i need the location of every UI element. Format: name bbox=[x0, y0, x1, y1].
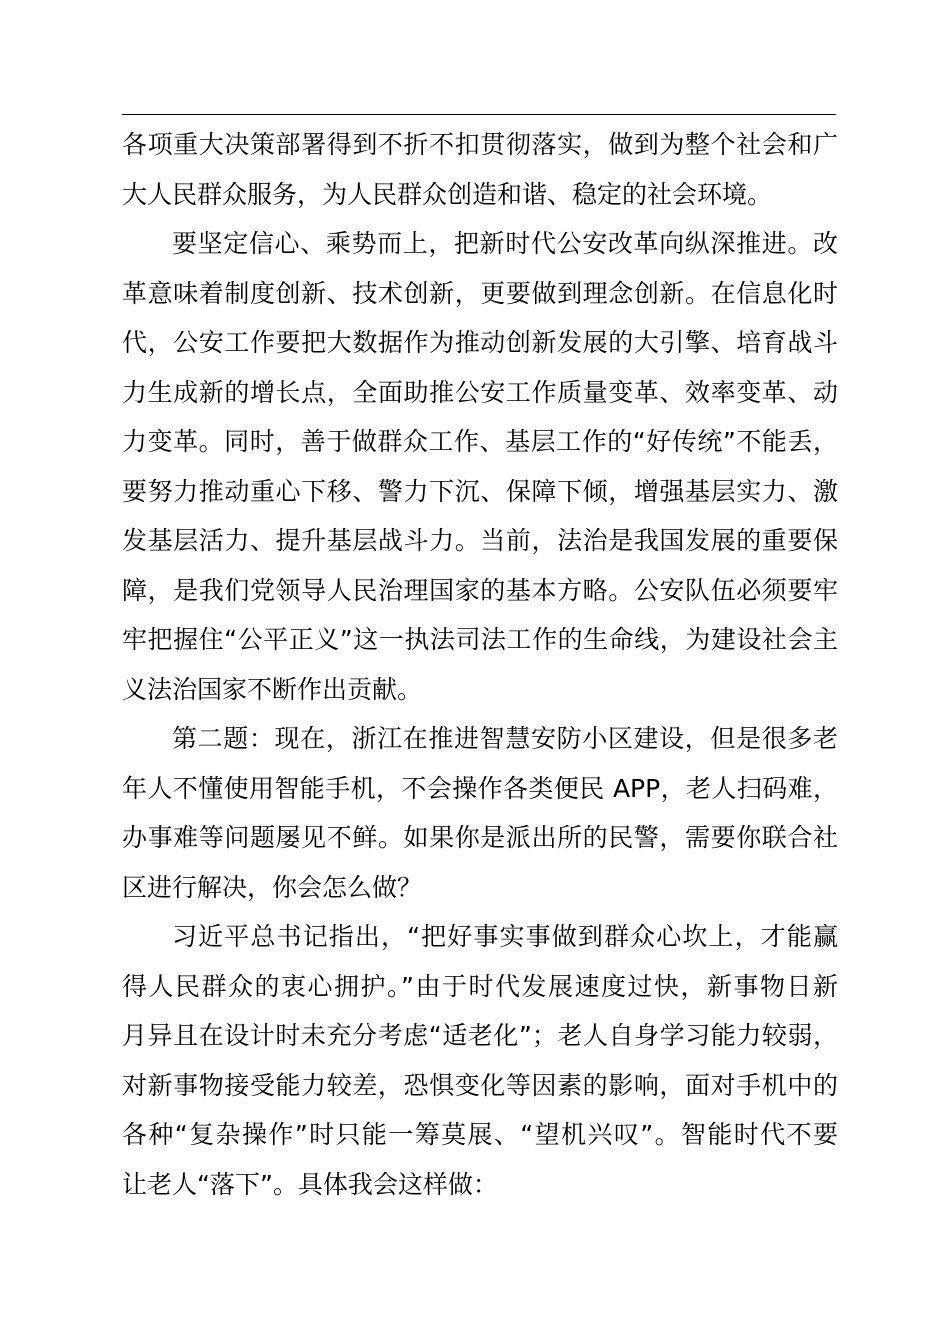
text-line: 发基层活力、提升基层战斗力。当前，法治是我国发展的重要保 bbox=[122, 526, 838, 555]
text-line: 代，公安工作要把大数据作为推动创新发展的大引擎、培育战斗 bbox=[122, 328, 838, 357]
text-line: 要努力推动重心下移、警力下沉、保障下倾，增强基层实力、激 bbox=[122, 476, 838, 506]
text-line: 各项重大决策部署得到不折不扣贯彻落实，做到为整个社会和广 bbox=[122, 130, 838, 159]
text-line: 对新事物接受能力较差，恐惧变化等因素的影响，面对手机中的 bbox=[122, 1070, 838, 1100]
text-line: 义法治国家不断作出贡献。 bbox=[122, 674, 423, 704]
document-body bbox=[122, 120, 838, 1209]
text-line: 区进行解决，你会怎么做？ bbox=[122, 872, 423, 902]
text-line: 大人民群众服务，为人民群众创造和谐、稳定的社会环境。 bbox=[122, 179, 773, 209]
text-line: 力变革。同时，善于做群众工作、基层工作的“好传统”不能丢， bbox=[122, 427, 838, 456]
text-line: 月异且在设计时未充分考虑“适老化”；老人自身学习能力较弱， bbox=[122, 1021, 838, 1050]
text-line: 办事难等问题屡见不鲜。如果你是派出所的民警，需要你联合社 bbox=[122, 823, 838, 852]
text-line: 力生成新的增长点，全面助推公安工作质量变革、效率变革、动 bbox=[122, 377, 838, 407]
paragraph-start-line: 习近平总书记指出，“把好事实事做到群众心坎上，才能赢 bbox=[172, 922, 838, 951]
text-line: 得人民群众的衷心拥护。”由于时代发展速度过快，新事物日新 bbox=[122, 971, 838, 1001]
text-line: 各种“复杂操作”时只能一筹莫展、“望机兴叹”。智能时代不要 bbox=[122, 1120, 838, 1149]
paragraph-start-line: 要坚定信心、乘势而上，把新时代公安改革向纵深推进。改 bbox=[172, 229, 838, 258]
text-line: 让老人“落下”。具体我会这样做： bbox=[122, 1169, 498, 1199]
text-line: 牢把握住“公平正义”这一执法司法工作的生命线，为建设社会主 bbox=[122, 625, 838, 654]
text-line: 革意味着制度创新、技术创新，更要做到理念创新。在信息化时 bbox=[122, 278, 838, 308]
header-divider bbox=[122, 114, 836, 115]
text-line: 年人不懂使用智能手机，不会操作各类便民 APP，老人扫码难， bbox=[122, 773, 838, 803]
question-heading-line: 第二题：现在，浙江在推进智慧安防小区建设，但是很多老 bbox=[172, 724, 838, 753]
text-line: 障，是我们党领导人民治理国家的基本方略。公安队伍必须要牢 bbox=[122, 575, 838, 605]
